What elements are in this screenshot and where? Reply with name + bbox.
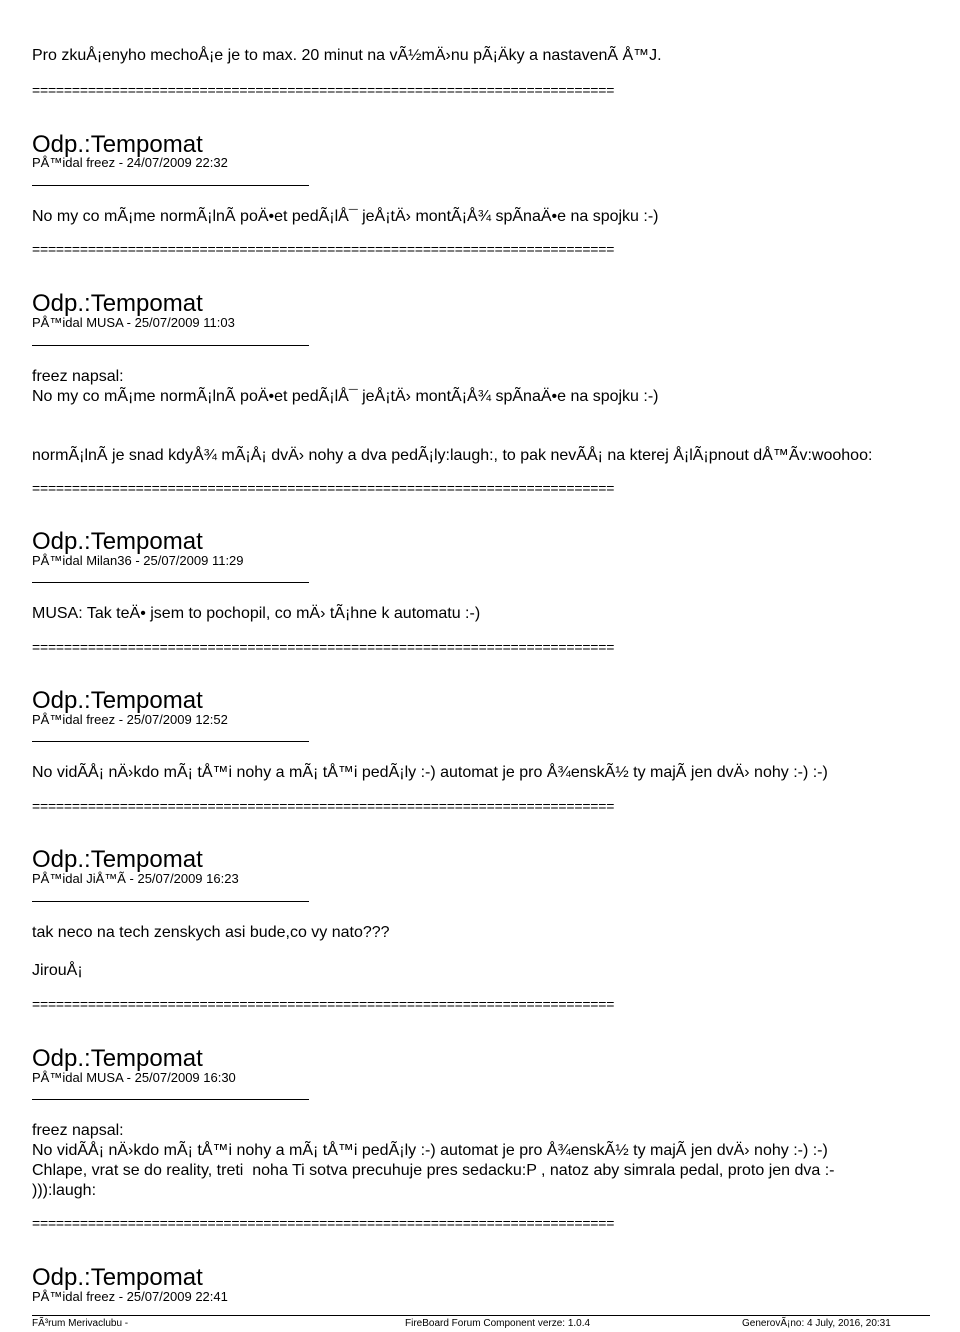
- post-title: Odp.:Tempomat: [32, 1045, 203, 1072]
- post-meta: PÅ™idal freez - 25/07/2009 22:41: [32, 1289, 228, 1304]
- post-divider: [32, 582, 309, 583]
- post-title: Odp.:Tempomat: [32, 1264, 203, 1291]
- quote-author: freez napsal:: [32, 1122, 124, 1139]
- footer-component-version: FireBoard Forum Component verze: 1.0.4: [405, 1318, 591, 1329]
- post-body-line: normÃ¡lnÃ je snad kdyÅ¾ mÃ¡Å¡ dvÄ› nohy a dva pedÃ¡ly:laugh:, to pak nevÃÅ¡ na kterej Å¡lÃ¡pnout dÅ™Ãv:woohoo:: [32, 447, 873, 464]
- post-body-line: ))):laugh:: [32, 1182, 97, 1199]
- separator: =========================================================================: [32, 639, 615, 655]
- footer-site-name: FÃ³rum Merivaclubu -: [32, 1318, 129, 1329]
- post-title: Odp.:Tempomat: [32, 131, 203, 158]
- intro-text: Pro zkuÅ¡enyho mechoÅ¡e je to max. 20 minut na vÃ½mÄ›nu pÃ¡Äky a nastavenÃ Å™J.: [32, 47, 662, 64]
- post-meta: PÅ™idal MUSA - 25/07/2009 11:03: [32, 315, 235, 330]
- footer-generated-date: GenerovÃ¡no: 4 July, 2016, 20:31: [742, 1318, 891, 1329]
- post-meta: PÅ™idal JiÅ™Ã - 25/07/2009 16:23: [32, 871, 239, 886]
- post-meta: PÅ™idal Milan36 - 25/07/2009 11:29: [32, 553, 244, 568]
- post-title: Odp.:Tempomat: [32, 846, 203, 873]
- post-divider: [32, 185, 309, 186]
- post-body-line: No vidÃÅ¡ nÄ›kdo mÃ¡ tÅ™i nohy a mÃ¡ tÅ™i pedÃ¡ly :-) automat je pro Å¾enskÃ½ ty majÃ jen dvÄ› nohy :-) :-): [32, 764, 828, 781]
- post-meta: PÅ™idal MUSA - 25/07/2009 16:30: [32, 1070, 236, 1085]
- post-divider: [32, 901, 309, 902]
- post-meta: PÅ™idal freez - 24/07/2009 22:32: [32, 155, 228, 170]
- footer-divider: [32, 1315, 930, 1316]
- quoted-text: No my co mÃ¡me normÃ¡lnÃ poÄ•et pedÃ¡lÅ¯ jeÅ¡tÄ› montÃ¡Å¾ spÃnaÄ•e na spojku :-): [32, 388, 659, 405]
- post-body-line: Chlape, vrat se do reality, treti noha Ti sotva precuhuje pres sedacku:P , natoz aby simrala pedal, proto jen dva :-: [32, 1162, 835, 1179]
- separator: =========================================================================: [32, 798, 615, 814]
- separator: =========================================================================: [32, 241, 615, 257]
- post-divider: [32, 345, 309, 346]
- post-divider: [32, 741, 309, 742]
- post-signature: JirouÅ¡: [32, 962, 83, 979]
- separator: =========================================================================: [32, 480, 615, 496]
- quoted-text: No vidÃÅ¡ nÄ›kdo mÃ¡ tÅ™i nohy a mÃ¡ tÅ™i pedÃ¡ly :-) automat je pro Å¾enskÃ½ ty majÃ jen dvÄ› nohy :-) :-): [32, 1142, 828, 1159]
- post-title: Odp.:Tempomat: [32, 687, 203, 714]
- post-body-line: tak neco na tech zenskych asi bude,co vy nato???: [32, 924, 390, 941]
- post-meta: PÅ™idal freez - 25/07/2009 12:52: [32, 712, 228, 727]
- post-title: Odp.:Tempomat: [32, 290, 203, 317]
- separator: =========================================================================: [32, 1215, 615, 1231]
- post-divider: [32, 1099, 309, 1100]
- separator: =========================================================================: [32, 996, 615, 1012]
- post-title: Odp.:Tempomat: [32, 528, 203, 555]
- post-body-line: No my co mÃ¡me normÃ¡lnÃ poÄ•et pedÃ¡lÅ¯ jeÅ¡tÄ› montÃ¡Å¾ spÃnaÄ•e na spojku :-): [32, 208, 659, 225]
- quote-author: freez napsal:: [32, 368, 124, 385]
- post-body-line: MUSA: Tak teÄ• jsem to pochopil, co mÄ› tÃ¡hne k automatu :-): [32, 605, 481, 622]
- separator: =========================================================================: [32, 82, 615, 98]
